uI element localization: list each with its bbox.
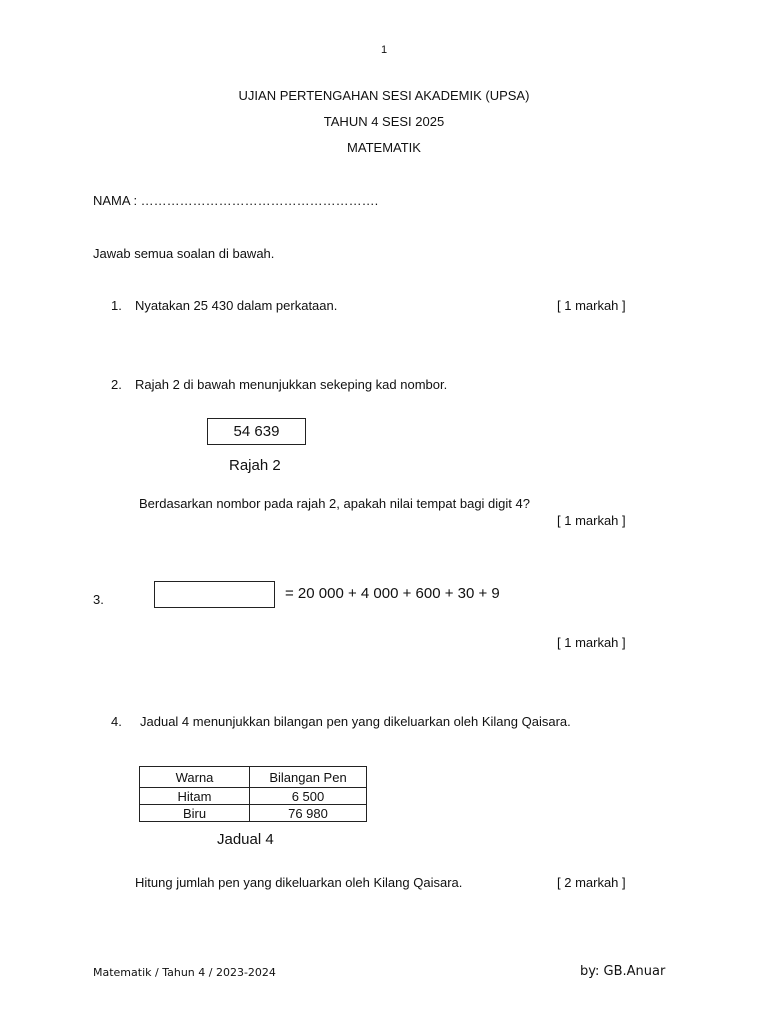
question-1-number: 1. (111, 298, 122, 313)
question-4-number: 4. (111, 714, 122, 729)
table-caption: Jadual 4 (217, 831, 274, 848)
exam-subject: MATEMATIK (347, 140, 421, 155)
footer-author: by: GB.Anuar (580, 964, 666, 979)
exam-title: UJIAN PERTENGAHAN SESI AKADEMIK (UPSA) (238, 88, 530, 103)
question-4-subtext: Hitung jumlah pen yang dikeluarkan oleh Kilang Qaisara. (135, 875, 463, 890)
question-4-text: Jadual 4 menunjukkan bilangan pen yang dikeluarkan oleh Kilang Qaisara. (140, 714, 571, 729)
page-number: 1 (380, 44, 388, 56)
table-header-row (140, 767, 367, 788)
question-2-number: 2. (111, 377, 122, 392)
question-2-subtext: Berdasarkan nombor pada rajah 2, apakah nilai tempat bagi digit 4? (139, 496, 530, 511)
name-field: NAMA : ………………………………………………. (93, 193, 379, 208)
instruction-text: Jawab semua soalan di bawah. (93, 246, 275, 261)
question-2-marks: [ 1 markah ] (557, 513, 626, 528)
table-header-cell: Warna (140, 767, 250, 788)
question-3-equation: = 20 000 + 4 000 + 600 + 30 + 9 (285, 585, 500, 602)
table-cell: 76 980 (250, 805, 367, 822)
number-card: 54 639 (207, 418, 306, 445)
table-cell: 6 500 (250, 788, 367, 805)
question-2-text: Rajah 2 di bawah menunjukkan sekeping kad nombor. (135, 377, 448, 392)
pen-table (139, 766, 367, 822)
table-cell: Hitam (140, 788, 250, 805)
table-cell: Biru (140, 805, 250, 822)
table-header-cell: Bilangan Pen (250, 767, 367, 788)
question-4-marks: [ 2 markah ] (557, 875, 626, 890)
figure-caption: Rajah 2 (229, 457, 281, 474)
table-row (140, 805, 367, 822)
question-3-number: 3. (93, 592, 104, 607)
exam-year-session: TAHUN 4 SESI 2025 (323, 114, 445, 129)
table-row (140, 788, 367, 805)
question-1-marks: [ 1 markah ] (557, 298, 626, 313)
footer-left: Matematik / Tahun 4 / 2023-2024 (93, 966, 276, 979)
question-1-text: Nyatakan 25 430 dalam perkataan. (135, 298, 338, 313)
question-3-marks: [ 1 markah ] (557, 635, 626, 650)
answer-box[interactable] (154, 581, 275, 608)
